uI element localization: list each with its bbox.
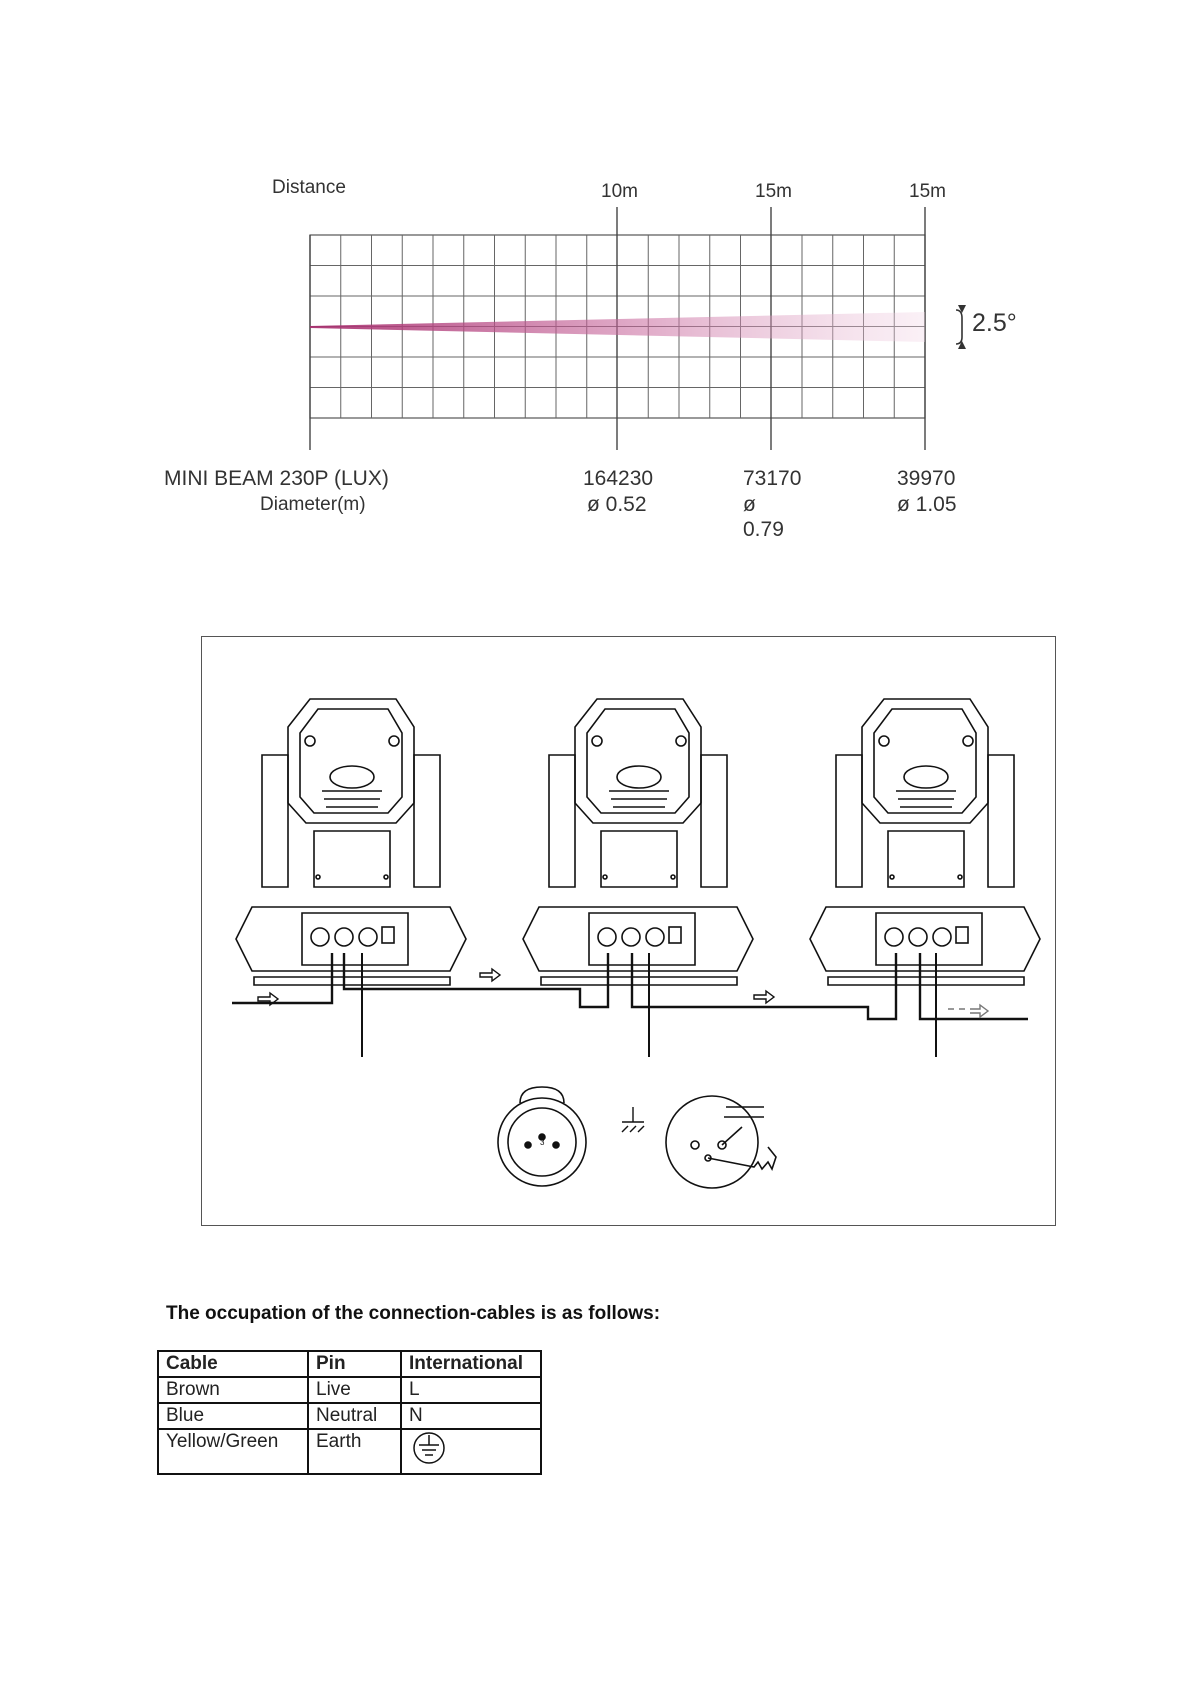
cable-cell: Blue [158,1403,308,1429]
model-label: MINI BEAM 230P (LUX) [164,467,389,490]
diameter-20m: ø 1.05 [897,493,957,516]
table-row [158,1429,541,1474]
lux-20m: 39970 [897,467,956,490]
moving-head-fixture-2 [523,699,753,985]
header-international: International [401,1351,541,1377]
xlr-male-connector-icon [666,1096,776,1188]
pin-cell: Earth [308,1429,401,1474]
moving-head-fixture-3 [810,699,1040,985]
cable-cell: Yellow/Green [158,1429,308,1474]
distance-15m-a: 15m [755,181,792,202]
moving-heads-diagram [202,637,1055,1225]
beam-angle-label: 2.5° [972,309,1017,337]
international-cell [401,1429,541,1474]
international-cell: N [401,1403,541,1429]
pin-number-label: 3 [540,1138,545,1147]
ground-symbol-icon [622,1107,644,1132]
connection-illustration [201,636,1056,1226]
angle-arrow-icon [956,305,966,349]
distance-15m-b: 15m [909,181,946,202]
lux-15m: 73170 [743,467,802,490]
table-header-row [158,1351,541,1377]
xlr-female-connector-icon [498,1087,586,1186]
diameter-label: Diameter(m) [260,494,366,515]
table-row [158,1403,541,1429]
header-cable: Cable [158,1351,308,1377]
cable-section-heading: The occupation of the connection-cables is as follows: [166,1303,661,1324]
lux-10m: 164230 [583,467,654,490]
earth-ground-icon [409,1430,449,1466]
table-row [158,1377,541,1403]
dmx-cables [232,953,1028,1057]
header-pin: Pin [308,1351,401,1377]
distance-label: Distance [272,177,346,198]
pin-cell: Live [308,1377,401,1403]
cable-table [157,1350,542,1475]
pin-cell: Neutral [308,1403,401,1429]
moving-head-fixture-1 [236,699,466,985]
international-cell: L [401,1377,541,1403]
cable-cell: Brown [158,1377,308,1403]
diameter-10m: ø 0.52 [587,493,647,516]
diameter-symbol-15m: ø [743,493,756,516]
distance-10m: 10m [601,181,638,202]
diameter-15m: 0.79 [743,518,784,541]
